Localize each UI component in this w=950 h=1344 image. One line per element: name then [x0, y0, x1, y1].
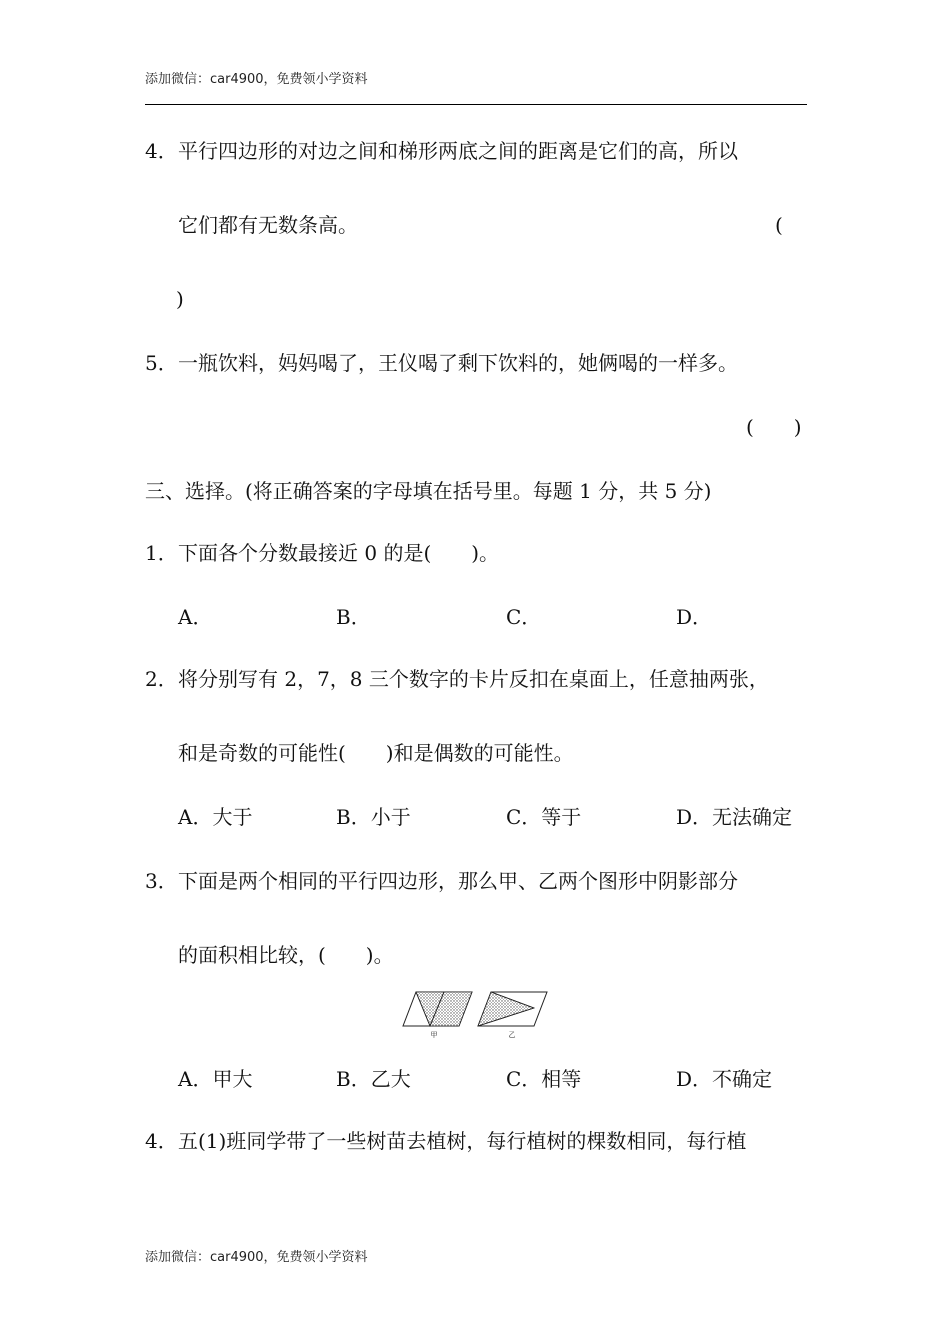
- answer-paren-close: ): [176, 287, 184, 311]
- choice-3-option-b: B．乙大: [336, 1067, 411, 1091]
- choice-1-option-b: B．: [336, 605, 371, 629]
- answer-paren-open: (: [775, 213, 783, 237]
- choice-2-option-d: D．无法确定: [676, 805, 793, 829]
- choice-2-option-a: A．大于: [178, 805, 253, 829]
- choice-3-line1: 下面是两个相同的平行四边形，那么甲、乙两个图形中阴影部分: [178, 869, 738, 893]
- answer-paren: ( ): [746, 415, 802, 439]
- choice-3-number: 3．: [145, 869, 178, 893]
- choice-1-option-c: C．: [506, 605, 542, 629]
- choice-1-number: 1．: [145, 541, 178, 565]
- header-divider: [145, 104, 807, 105]
- choice-3-line2: 的面积相比较，( )。: [178, 943, 394, 967]
- page-header: 添加微信：car4900，免费领小学资料: [145, 72, 368, 87]
- choice-1-option-a: A．: [178, 605, 213, 629]
- choice-4-line1: 五(1)班同学带了一些树苗去植树，每行植树的棵数相同，每行植: [178, 1129, 747, 1153]
- figure-label-jia: 甲: [430, 1031, 438, 1039]
- choice-3-option-a: A．甲大: [178, 1067, 253, 1091]
- choice-2-line2: 和是奇数的可能性( )和是偶数的可能性。: [178, 741, 574, 765]
- choice-3-option-d: D．不确定: [676, 1067, 773, 1091]
- question-4-line2: 它们都有无数条高。: [178, 213, 358, 237]
- choice-3-option-c: C．相等: [506, 1067, 582, 1091]
- choice-1-text: 下面各个分数最接近 0 的是( )。: [178, 541, 500, 565]
- choice-4-number: 4．: [145, 1129, 178, 1153]
- choice-2-number: 2．: [145, 667, 178, 691]
- choice-2-option-b: B．小于: [336, 805, 411, 829]
- figure-label-yi: 乙: [508, 1031, 516, 1039]
- question-5-text: 一瓶饮料，妈妈喝了，王仪喝了剩下饮料的，她俩喝的一样多。: [178, 351, 738, 375]
- question-4-line1: 平行四边形的对边之间和梯形两底之间的距离是它们的高，所以: [178, 139, 738, 163]
- choice-2-option-c: C．等于: [506, 805, 582, 829]
- shaded-triangle-yi: [478, 992, 534, 1026]
- parallelogram-figure: [402, 988, 552, 1040]
- choice-2-line1: 将分别写有 2，7，8 三个数字的卡片反扣在桌面上，任意抽两张，: [178, 667, 769, 691]
- choice-1-option-d: D．: [676, 605, 713, 629]
- page-footer: 添加微信：car4900，免费领小学资料: [145, 1250, 368, 1265]
- question-5-number: 5．: [145, 351, 178, 375]
- section-title: 三、选择。(将正确答案的字母填在括号里。每题 1 分，共 5 分): [145, 479, 712, 503]
- question-4-number: 4．: [145, 139, 178, 163]
